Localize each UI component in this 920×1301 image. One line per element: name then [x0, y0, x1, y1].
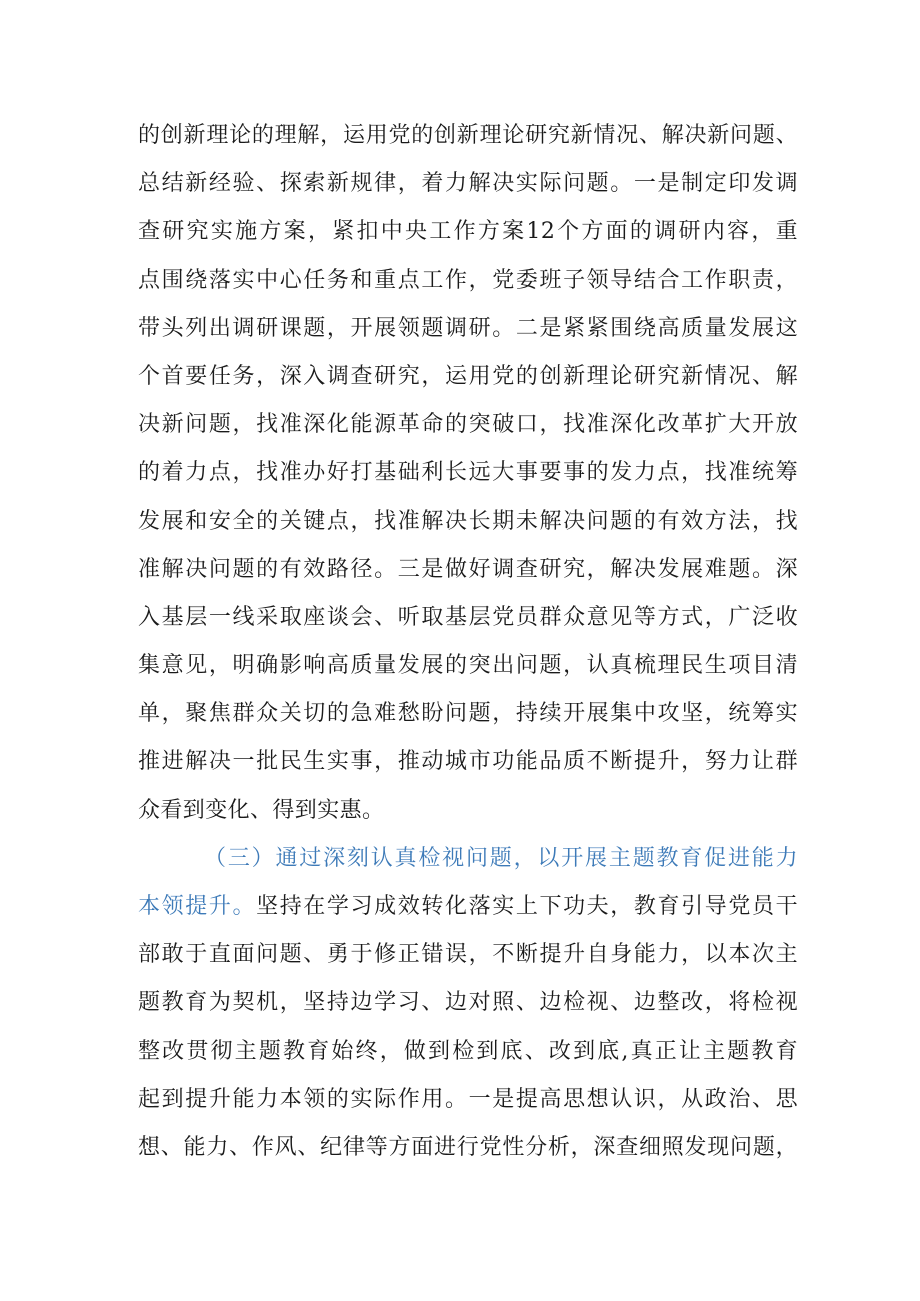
section-3	[138, 835, 798, 1172]
text-line: 推进解决一批民生实事，推动城市功能品质不断提升，努力让群	[138, 749, 798, 775]
text-line: 单，聚焦群众关切的急难愁盼问题，持续开展集中攻坚，统筹实	[138, 701, 798, 727]
text-line: 众看到变化、得到实惠。	[138, 797, 385, 823]
paragraph-1	[138, 112, 798, 835]
text-line: 整改贯彻主题教育始终，做到检到底、改到底,真正让主题教育	[138, 1038, 798, 1064]
section-3-heading: （三）通过深刻认真检视问题，以开展主题教育促进能力	[204, 845, 798, 871]
text-line: 部敢于直面问题、勇于修正错误，不断提升自身能力，以本次主	[138, 942, 798, 968]
text-line: 点围绕落实中心任务和重点工作，党委班子领导结合工作职责，	[138, 267, 798, 293]
section-3-body-start: 坚持在学习成效转化落实上下功夫，教育引导党员干	[256, 894, 798, 919]
section-3-heading-end: 本领提升。	[138, 894, 257, 919]
text-line: 准解决问题的有效路径。三是做好调查研究，解决发展难题。深	[138, 556, 798, 582]
text-line: 题教育为契机，坚持边学习、边对照、边检视、边整改，将检视	[138, 990, 798, 1016]
text-line: 决新问题，找准深化能源革命的突破口，找准深化改革扩大开放	[138, 412, 798, 438]
text-line: 入基层一线采取座谈会、听取基层党员群众意见等方式，广泛收	[138, 604, 798, 630]
text-line: 发展和安全的关键点，找准解决长期未解决问题的有效方法，找	[138, 508, 798, 534]
text-line: 的着力点，找准办好打基础利长远大事要事的发力点，找准统筹	[138, 460, 798, 486]
text-line: 集意见，明确影响高质量发展的突出问题，认真梳理民生项目清	[138, 653, 798, 679]
document-page	[138, 112, 798, 1172]
section-3-heading-line-2	[138, 883, 798, 931]
text-line: 想、能力、作风、纪律等方面进行党性分析，深查细照发现问题，	[138, 1134, 798, 1160]
text-line: 的创新理论的理解，运用党的创新理论研究新情况、解决新问题、	[138, 123, 798, 148]
text-line: 起到提升能力本领的实际作用。一是提高思想认识，从政治、思	[138, 1086, 798, 1112]
text-line: 总结新经验、探索新规律，着力解决实际问题。一是制定印发调	[138, 171, 798, 197]
text-line: 查研究实施方案，紧扣中央工作方案12个方面的调研内容，重	[138, 219, 798, 245]
text-line: 带头列出调研课题，开展领题调研。二是紧紧围绕高质量发展这	[138, 315, 798, 341]
text-line: 个首要任务，深入调查研究，运用党的创新理论研究新情况、解	[138, 363, 798, 389]
